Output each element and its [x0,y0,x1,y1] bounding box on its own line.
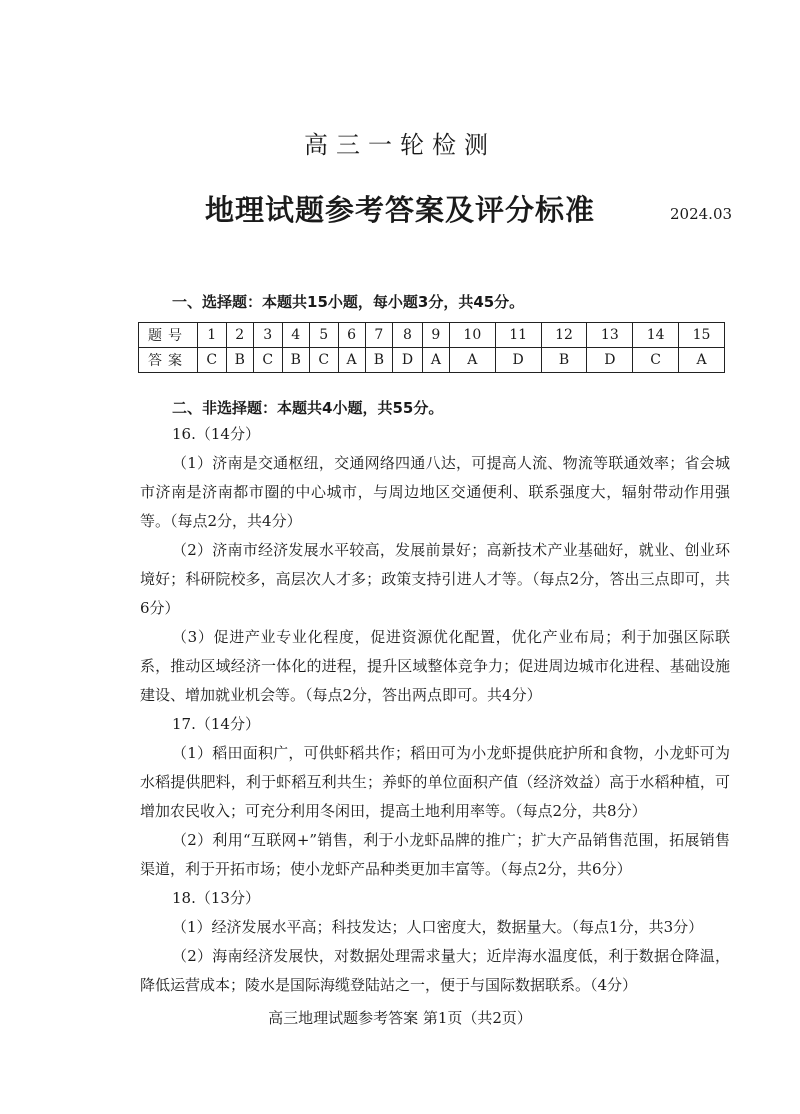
q17-part2: （2）利用“互联网+”销售，利于小龙虾品牌的推广；扩大产品销售范围，拓展销售渠道，利于开拓市场；使小龙虾产品种类更加丰富等。（每点2分，共6分） [140,831,730,878]
section2-body [140,420,730,1000]
question-number: 7 [365,323,392,348]
row-label-number: 题号 [139,323,198,348]
question-number: 15 [679,323,725,348]
q16-part1: （1）济南是交通枢纽，交通网络四通八达，可提高人流、物流等联通效率；省会城市济南是济南都市圈的中心城市，与周边地区交通便利、联系强度大，辐射带动作用强等。（每点2分，共4分） [140,454,730,530]
question-number-row [139,323,725,348]
question-number: 1 [198,323,227,348]
answer-cell: B [541,348,587,373]
question-number: 13 [587,323,633,348]
question-number: 10 [449,323,495,348]
question-number: 14 [633,323,679,348]
answer-cell: C [310,348,339,373]
answer-cell: A [679,348,725,373]
answer-cell: A [422,348,449,373]
section2-heading: 二、非选择题：本题共4小题，共55分。 [172,399,444,417]
answer-cell: D [587,348,633,373]
page-footer: 高三地理试题参考答案 第1页（共2页） [268,1009,532,1027]
question-number: 6 [338,323,365,348]
q17-label: 17.（14分） [172,715,260,733]
question-number: 2 [226,323,253,348]
answer-cell: C [633,348,679,373]
question-number: 9 [422,323,449,348]
q18-label: 18.（13分） [172,889,260,907]
q16-part2: （2）济南市经济发展水平较高，发展前景好；高新技术产业基础好，就业、创业环境好；科研院校多，高层次人才多；政策支持引进人才等。（每点2分，答出三点即可，共6分） [140,541,730,617]
q16-label: 16.（14分） [172,425,260,443]
question-number: 8 [393,323,423,348]
answer-cell: A [449,348,495,373]
document-title: 地理试题参考答案及评分标准 [204,193,595,227]
document-date: 2024.03 [670,205,733,223]
question-number: 3 [254,323,283,348]
question-number: 11 [495,323,541,348]
answer-cell: B [282,348,309,373]
answer-cell: A [338,348,365,373]
answer-cell: B [365,348,392,373]
answer-cell: D [495,348,541,373]
q16-part3: （3）促进产业专业化程度，促进资源优化配置，优化产业布局；利于加强区际联系，推动区域经济一体化的进程，提升区域整体竞争力；促进周边城市化进程、基础设施建设、增加就业机会等。（每点2分，答出两点即可。共4分） [140,628,730,704]
question-number: 12 [541,323,587,348]
answer-cell: C [254,348,283,373]
q18-part2: （2）海南经济发展快，对数据处理需求量大；近岸海水温度低，利于数据仓降温，降低运营成本；陵水是国际海缆登陆站之一，便于与国际数据联系。（4分） [140,947,730,994]
answer-cell: D [393,348,423,373]
answer-table [138,322,725,373]
q18-part1: （1）经济发展水平高；科技发达；人口密度大，数据量大。（每点1分，共3分） [172,918,704,936]
section1-heading: 一、选择题：本题共15小题，每小题3分，共45分。 [172,293,525,311]
question-number: 5 [310,323,339,348]
row-label-answer: 答案 [139,348,198,373]
question-number: 4 [282,323,309,348]
answer-cell: C [198,348,227,373]
exam-subtitle: 高三一轮检测 [304,131,496,159]
answer-cell: B [226,348,253,373]
answer-row [139,348,725,373]
q17-part1: （1）稻田面积广，可供虾稻共作；稻田可为小龙虾提供庇护所和食物，小龙虾可为水稻提供肥料，利于虾稻互利共生；养虾的单位面积产值（经济效益）高于水稻种植，可增加农民收入；可充分利用冬闲田，提高土地利用率等。（每点2分，共8分） [140,744,730,820]
